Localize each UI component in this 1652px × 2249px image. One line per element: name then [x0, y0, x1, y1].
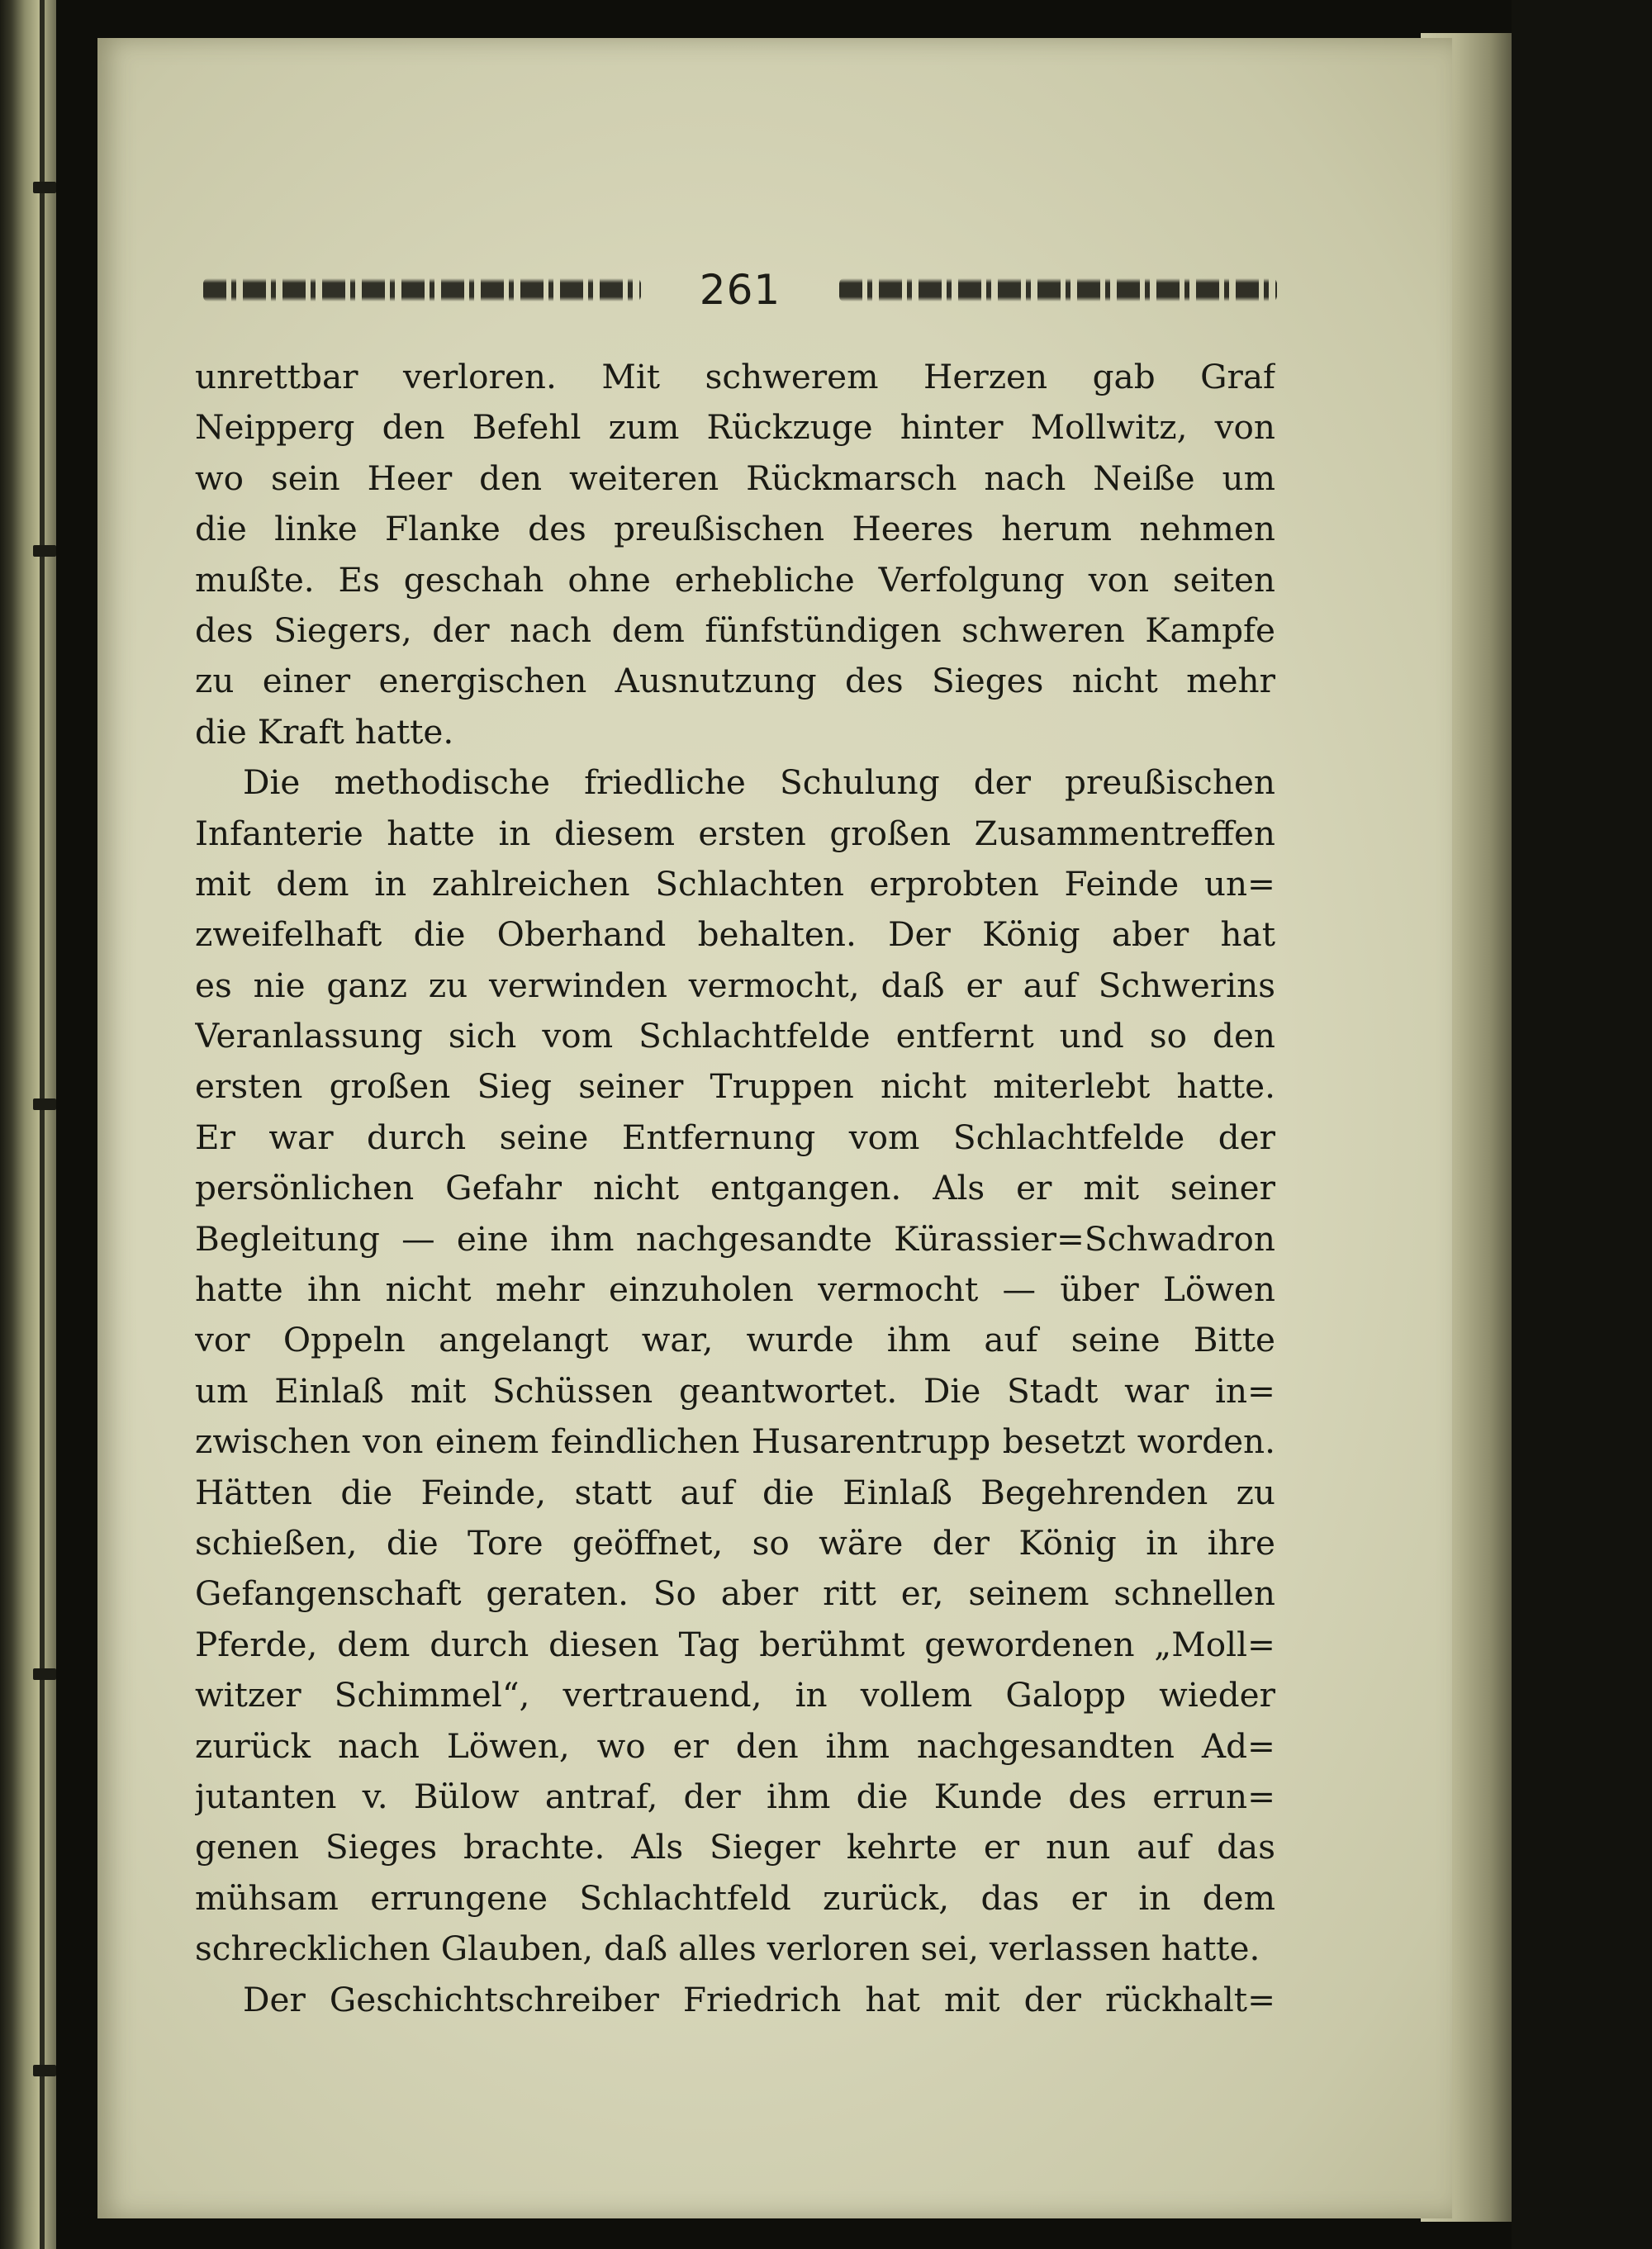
running-header [203, 261, 1277, 319]
page-number: 261 [699, 266, 781, 314]
binding-edge [40, 0, 45, 2249]
text-line: ersten großen Sieg seiner Truppen nicht miterlebt hatte. [195, 1066, 1275, 1107]
text-line: wo sein Heer den weiteren Rückmarsch nach Neiße um [195, 458, 1275, 498]
text-line: es nie ganz zu verwinden vermocht, daß er auf Schwerins [195, 965, 1275, 1005]
binding-thread-mark [33, 182, 56, 193]
text-line: Gefangenschaft geraten. So aber ritt er, seinem schnellen [195, 1573, 1275, 1614]
text-line: die Kraft hatte. [195, 711, 454, 752]
text-line: witzer Schimmel“, vertrauend, in vollem Galopp wieder [195, 1675, 1275, 1715]
text-line: Veranlassung sich vom Schlachtfelde entfernt und so den [195, 1016, 1275, 1056]
text-line: schießen, die Tore geöffnet, so wäre der König in ihre [195, 1522, 1275, 1563]
body-text [195, 352, 1275, 2025]
text-line: die linke Flanke des preußischen Heeres herum nehmen [195, 509, 1275, 549]
text-line: Hätten die Feinde, statt auf die Einlaß Begehrenden zu [195, 1472, 1275, 1512]
text-line: vor Oppeln angelangt war, wurde ihm auf seine Bitte [195, 1320, 1275, 1360]
binding-thread-mark [33, 545, 56, 557]
header-ornament-left [203, 278, 641, 301]
text-line: mit dem in zahlreichen Schlachten erprobten Feinde un= [195, 863, 1275, 904]
text-line: genen Sieges brachte. Als Sieger kehrte er nun auf das [195, 1827, 1275, 1867]
text-line: Er war durch seine Entfernung vom Schlachtfelde der [195, 1117, 1275, 1157]
text-line: zurück nach Löwen, wo er den ihm nachgesandten Ad= [195, 1725, 1275, 1766]
text-line: zwischen von einem feindlichen Husarentrupp besetzt worden. [195, 1421, 1275, 1462]
binding-thread-mark [33, 2065, 56, 2076]
book-cover-edge [1512, 0, 1652, 2249]
text-line: Neipperg den Befehl zum Rückzuge hinter Mollwitz, von [195, 407, 1275, 448]
binding-thread-mark [33, 1668, 56, 1680]
text-line: mußte. Es geschah ohne erhebliche Verfolgung von seiten [195, 559, 1275, 600]
text-line: persönlichen Gefahr nicht entgangen. Als er mit seiner [195, 1168, 1275, 1208]
book-page [97, 38, 1452, 2218]
text-line: Pferde, dem durch diesen Tag berühmt gewordenen „Moll= [195, 1624, 1275, 1664]
text-line: des Siegers, der nach dem fünfstündigen schweren Kampfe [195, 610, 1275, 650]
text-line: zweifelhaft die Oberhand behalten. Der König aber hat [195, 914, 1275, 955]
text-line: Die methodische friedliche Schulung der preußischen [243, 762, 1275, 803]
previous-page-edge [0, 0, 56, 2249]
binding-thread-mark [33, 1098, 56, 1110]
text-line: Infanterie hatte in diesem ersten großen Zusammentreffen [195, 813, 1275, 853]
text-line: mühsam errungene Schlachtfeld zurück, das er in dem [195, 1877, 1275, 1918]
text-line: hatte ihn nicht mehr einzuholen vermocht — über Löwen [195, 1269, 1275, 1310]
text-line: zu einer energischen Ausnutzung des Sieges nicht mehr [195, 661, 1275, 701]
text-line: jutanten v. Bülow antraf, der ihm die Kunde des errun= [195, 1776, 1275, 1816]
text-line: um Einlaß mit Schüssen geantwortet. Die Stadt war in= [195, 1370, 1275, 1411]
text-line: Der Geschichtschreiber Friedrich hat mit der rückhalt= [243, 1979, 1275, 2019]
text-line: Begleitung — eine ihm nachgesandte Kürassier=Schwadron [195, 1218, 1275, 1259]
text-line: schrecklichen Glauben, daß alles verloren sei, verlassen hatte. [195, 1929, 1260, 1969]
text-line: unrettbar verloren. Mit schwerem Herzen gab Graf [195, 357, 1275, 396]
header-ornament-right [839, 278, 1277, 301]
